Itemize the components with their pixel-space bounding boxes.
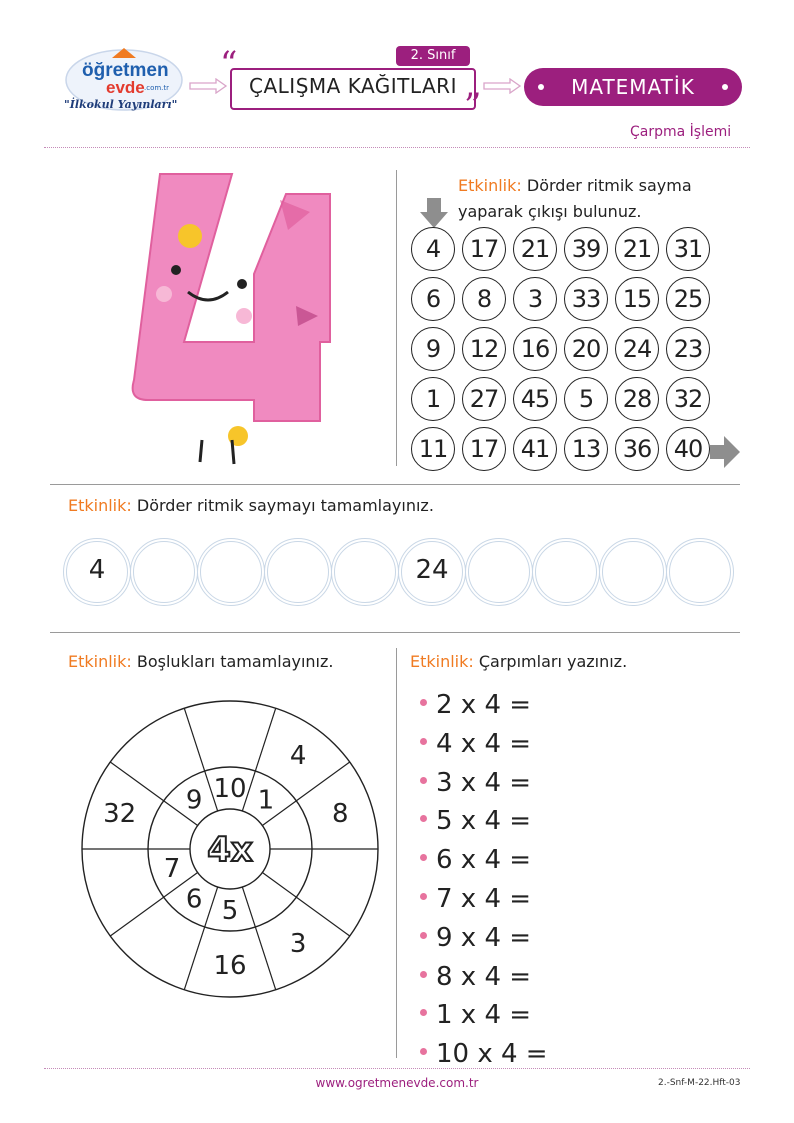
bullet-icon <box>420 893 427 900</box>
activity-1-instruction-line2: yaparak çıkışı bulunuz. <box>458 202 642 221</box>
footer-code: 2.-Snf-M-22.Hft-03 <box>658 1078 741 1088</box>
multiplication-row <box>420 884 531 914</box>
grid-number-circle: 17 <box>462 227 506 271</box>
grid-number-circle: 13 <box>564 427 608 471</box>
multiplication-row <box>420 845 531 875</box>
multiplication-expression: 1 x 4 = <box>436 1000 532 1031</box>
logo-domain: .com.tr <box>144 84 170 92</box>
wheel-spoke <box>262 873 349 936</box>
divider <box>44 1068 750 1069</box>
grid-number-circle: 8 <box>462 277 506 321</box>
page-title: ÇALIŞMA KAĞITLARI <box>249 74 457 98</box>
activity-text: Çarpımları yazınız. <box>478 652 628 671</box>
quote-open: “ <box>220 44 238 84</box>
ring-number: 24 <box>415 555 449 585</box>
grid-number-circle: 17 <box>462 427 506 471</box>
grade-badge: 2. Sınıf <box>396 46 470 66</box>
grid-number-circle: 6 <box>411 277 455 321</box>
multiplication-expression: 4 x 4 = <box>436 728 532 759</box>
grid-number-circle: 23 <box>666 327 710 371</box>
multiplication-row <box>420 1039 548 1069</box>
answer-ring[interactable] <box>264 538 332 606</box>
activity-label: Etkinlik: <box>410 652 474 671</box>
multiplication-row <box>420 923 531 953</box>
start-arrow-down-icon <box>420 198 448 228</box>
multiplication-wheel <box>80 696 380 1002</box>
ring-number: 4 <box>88 555 106 585</box>
bullet-icon <box>420 932 427 939</box>
grid-number-circle: 40 <box>666 427 710 471</box>
answer-ring[interactable] <box>599 538 667 606</box>
multiplication-expression: 7 x 4 = <box>436 884 532 914</box>
grid-number-circle: 15 <box>615 277 659 321</box>
multiplication-expression: 3 x 4 = <box>436 767 532 798</box>
divider <box>50 484 740 485</box>
grid-number-circle: 3 <box>513 277 557 321</box>
wheel-outer-number: 32 <box>103 799 137 830</box>
multiplication-row <box>420 729 531 759</box>
grid-number-circle: 12 <box>462 327 506 371</box>
grid-number-circle: 32 <box>666 377 710 421</box>
wheel-inner-number: 1 <box>257 785 275 816</box>
grid-number-circle: 28 <box>615 377 659 421</box>
grid-number-circle: 33 <box>564 277 608 321</box>
wheel-inner-number: 5 <box>221 896 239 926</box>
grid-number-circle: 41 <box>513 427 557 471</box>
grid-number-circle: 1 <box>411 377 455 421</box>
answer-ring[interactable] <box>666 538 734 606</box>
bullet-icon <box>420 971 427 978</box>
divider <box>50 632 740 633</box>
bullet-icon <box>420 699 427 706</box>
wheel-inner-number: 7 <box>163 853 181 884</box>
answer-ring[interactable] <box>331 538 399 606</box>
exit-arrow-right-icon <box>710 436 740 468</box>
grid-number-circle: 39 <box>564 227 608 271</box>
activity-3-instruction <box>68 652 333 671</box>
activity-4-instruction <box>410 652 627 671</box>
grid-number-circle: 11 <box>411 427 455 471</box>
grid-number-circle: 20 <box>564 327 608 371</box>
grid-number-circle: 31 <box>666 227 710 271</box>
topic-label: Çarpma İşlemi <box>630 124 732 140</box>
activity-text: Boşlukları tamamlayınız. <box>136 652 334 671</box>
logo-tagline: "İlkokul Yayınları" <box>64 98 178 111</box>
grid-number-circle: 36 <box>615 427 659 471</box>
wheel-outer-number: 3 <box>289 928 307 959</box>
bullet-icon <box>420 777 427 784</box>
answer-ring[interactable] <box>197 538 265 606</box>
answer-ring[interactable] <box>130 538 198 606</box>
activity-1-instruction <box>458 176 692 195</box>
logo-word-2: evde <box>106 78 145 97</box>
answer-ring[interactable] <box>465 538 533 606</box>
bullet-icon <box>420 854 427 861</box>
multiplication-expression: 2 x 4 = <box>436 690 532 720</box>
grid-number-circle: 16 <box>513 327 557 371</box>
answer-ring[interactable] <box>532 538 600 606</box>
grid-number-circle: 24 <box>615 327 659 371</box>
activity-label: Etkinlik: <box>458 176 522 195</box>
logo-word-1: öğretmen <box>82 60 169 81</box>
multiplication-expression: 9 x 4 = <box>436 922 532 953</box>
wheel-center-label: 4x <box>207 830 253 870</box>
number-four-mascot-icon <box>120 166 350 470</box>
grid-number-circle: 5 <box>564 377 608 421</box>
activity-label: Etkinlik: <box>68 496 132 515</box>
logo <box>62 44 186 124</box>
quote-close: ” <box>464 86 482 126</box>
wheel-inner-number: 6 <box>185 884 203 915</box>
multiplication-row <box>420 768 531 798</box>
wheel-inner-number: 10 <box>213 774 247 804</box>
grid-number-circle: 45 <box>513 377 557 421</box>
multiplication-row <box>420 806 531 836</box>
grid-number-circle: 9 <box>411 327 455 371</box>
divider <box>396 648 397 1058</box>
multiplication-expression: 6 x 4 = <box>436 845 532 876</box>
subject-badge <box>524 68 742 106</box>
multiplication-expression: 5 x 4 = <box>436 806 532 837</box>
bullet-icon <box>420 815 427 822</box>
bullet-icon <box>420 1009 427 1016</box>
divider <box>396 170 397 466</box>
multiplication-row <box>420 690 531 720</box>
activity-text: Dörder ritmik saymayı tamamlayınız. <box>136 496 434 515</box>
multiplication-expression: 10 x 4 = <box>436 1039 548 1070</box>
wheel-outer-number: 16 <box>213 951 247 981</box>
bullet-icon <box>420 1048 427 1055</box>
wheel-spoke <box>110 873 197 936</box>
grid-number-circle: 25 <box>666 277 710 321</box>
activity-text: Dörder ritmik sayma <box>526 176 692 195</box>
activity-label: Etkinlik: <box>68 652 132 671</box>
wheel-outer-number: 8 <box>332 799 349 830</box>
grid-number-circle: 4 <box>411 227 455 271</box>
bullet-icon <box>722 84 728 90</box>
multiplication-row <box>420 962 531 992</box>
wheel-spoke <box>242 887 275 990</box>
multiplication-row <box>420 1000 531 1030</box>
multiplication-expression: 8 x 4 = <box>436 961 532 992</box>
divider <box>44 147 750 148</box>
footer-url[interactable]: www.ogretmenevde.com.tr <box>315 1076 479 1090</box>
bullet-icon <box>420 738 427 745</box>
arrow-right-icon <box>482 78 522 94</box>
wheel-inner-number: 9 <box>185 785 203 816</box>
grid-number-circle: 27 <box>462 377 506 421</box>
subject-label: MATEMATİK <box>571 75 695 99</box>
activity-2-instruction <box>68 496 434 515</box>
grid-number-circle: 21 <box>513 227 557 271</box>
grid-number-circle: 21 <box>615 227 659 271</box>
wheel-outer-number: 4 <box>289 741 307 772</box>
